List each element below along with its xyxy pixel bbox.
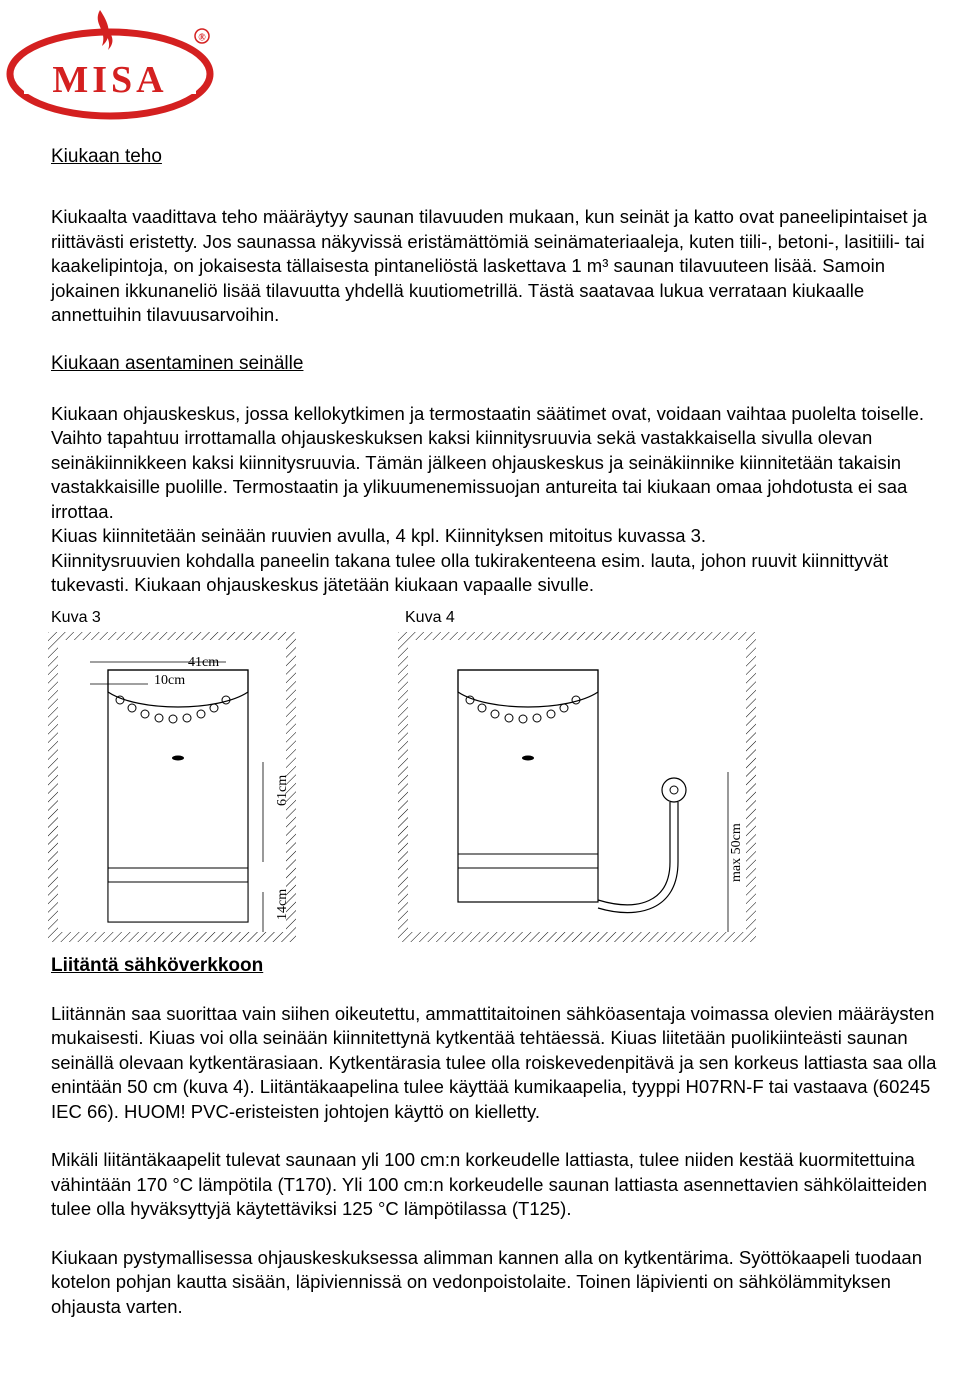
heading-asentaminen: Kiukaan asentaminen seinälle xyxy=(51,352,304,374)
dim-41cm: 41cm xyxy=(188,654,220,670)
dim-61cm: 61cm xyxy=(275,774,290,806)
dim-14cm: 14cm xyxy=(275,888,290,920)
caption-kuva-3: Kuva 3 xyxy=(51,608,101,626)
dim-10cm: 10cm xyxy=(154,672,186,688)
heading-kiukaan-teho: Kiukaan teho xyxy=(51,146,162,167)
paragraph-teho: Kiukaalta vaadittava teho määräytyy saunan tilavuuden mukaan, kun seinät ja katto ovat paneelipintaiset ja riittävästi eristetty. Jos saunassa näkyvissä eristämättömiä seinämateriaaleja, kuten tiili-, betoni-, lasitiili- tai kaakelipintoja, on jokaisesta tällaisesta pintaneliöstä laskettava 1 m³ saunan tilavuuteen lisää. Samoin jokainen ikkunaneliö lisää tilavuutta yhdellä kuutiometrillä. Tästä saatavaa lukua verrataan kiukaalle annettuihin tilavuusarvoihin. xyxy=(51,206,928,325)
misa-logo xyxy=(4,2,216,122)
caption-kuva-4: Kuva 4 xyxy=(405,608,455,626)
document-body xyxy=(51,145,956,1319)
paragraph-asennus-1: Kiukaan ohjauskeskus, jossa kellokytkimen ja termostaatin säätimet ovat, voidaan vaihtaa puolelta toiselle. Vaihto tapahtuu irrottamalla ohjauskeskuksen kaksi kiinnitysruuvia sekä vastakkaisella sivulla olevan seinäkiinnikkeen kaksi kiinnitysruuvia. Tämän jälkeen ohjauskeskus ja seinäkiinnike kiinnitetään takaisin vastakkaisille puolille. Termostaatin ja ylikuumenemissuojan antureita tai kiukaan omaa johdotusta ei saa irrottaa. xyxy=(51,402,925,522)
dim-max50cm: max 50cm xyxy=(729,822,744,882)
paragraph-asennus-2: Kiuas kiinnitetään seinään ruuvien avulla, 4 kpl. Kiinnityksen mitoitus kuvassa 3. xyxy=(51,525,707,546)
heading-liitanta: Liitäntä sähköverkkoon xyxy=(51,954,264,976)
paragraph-liitanta-1: Liitännän saa suorittaa vain siihen oikeutettu, ammattitaitoinen sähköasentaja voimassa olevien määräysten mukaisesti. Kiuas voi olla seinään kiinnitettynä kytkentää tehtäessä. Kiuas liitetään puolikiinteästi saunan seinällä olevaan kytkentärasiaan. Kytkentärasia tulee olla roiskevedenpitävä ja sen korkeus lattiasta saa olla enintään 50 cm (kuva 4). Liitäntäkaapelina tulee käyttää kumikaapelia, tyyppi H07RN-F tai vastaava (60245 IEC 66). HUOM! PVC-eristeisten johtojen käyttö on kielletty. xyxy=(51,1002,937,1122)
paragraph-liitanta-3: Kiukaan pystymallisessa ohjauskeskuksessa alimman kannen alla on kytkentärima. Syöttökaapeli tuodaan kotelon pohjan kautta sisään, läpiviennissä on vedonpoistolaite. Toinen läpivienti on sähkölämmityksen ohjausta varten. xyxy=(51,1246,922,1317)
logo-text: MISA xyxy=(52,59,168,101)
figure-3-mounting-dimensions xyxy=(48,632,298,942)
registered-mark: ® xyxy=(198,32,206,44)
figure-4-connection-box xyxy=(398,632,758,942)
figures-row xyxy=(51,608,956,938)
paragraph-asennus-3: Kiinnitysruuvien kohdalla paneelin takana tulee olla tukirakenteena esim. lauta, johon ruuvit kiinnittyvät tukevasti. Kiukaan ohjauskeskus jätetään kiukaan vapaalle sivulle. xyxy=(51,549,889,595)
paragraph-liitanta-2: Mikäli liitäntäkaapelit tulevat saunaan yli 100 cm:n korkeudelle lattiasta, tulee niiden kestää kuormitettuina vähintään 170 °C lämpötila (T170). Yli 100 cm:n korkeudelle saunan lattiasta asennettavien sähkölaitteiden tulee olla hyväksyttyjä käytettäviksi 125 °C lämpötilassa (T125). xyxy=(51,1149,928,1219)
